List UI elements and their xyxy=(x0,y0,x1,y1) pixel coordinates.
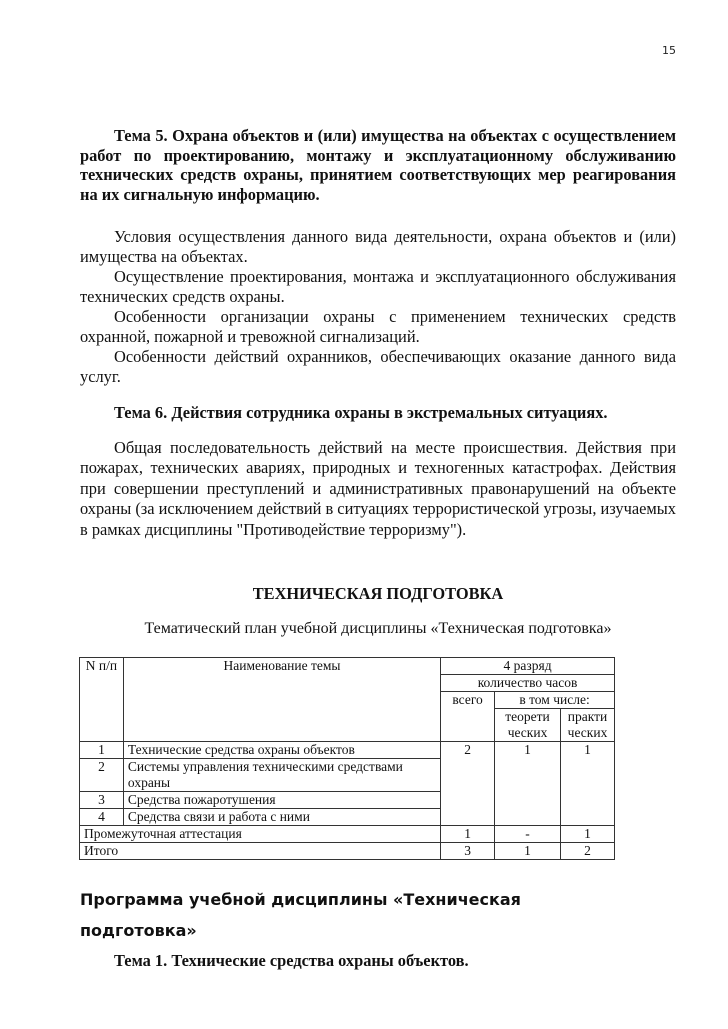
group-total: 2 xyxy=(441,742,495,826)
interim-row xyxy=(80,826,615,843)
theme1-heading: Тема 1. Технические средства охраны объектов. xyxy=(114,951,469,970)
header-including: в том числе: xyxy=(495,692,615,709)
row-num: 4 xyxy=(80,809,124,826)
sum-practice: 2 xyxy=(561,843,615,860)
interim-label: Промежуточная аттестация xyxy=(80,826,441,843)
program-title: Программа учебной дисциплины «Техническая подготовка» xyxy=(80,890,521,940)
interim-practice: 1 xyxy=(561,826,615,843)
paragraph: Условия осуществления данного вида деятельности, охрана объектов и (или) имущества на объектах. xyxy=(80,227,676,266)
paragraph: Осуществление проектирования, монтажа и эксплуатационного обслуживания технических средств охраны. xyxy=(80,267,676,306)
row-name: Технические средства охраны объектов xyxy=(123,742,440,759)
header-num: N п/п xyxy=(80,658,124,742)
theme6-heading: Тема 6. Действия сотрудника охраны в экстремальных ситуациях. xyxy=(114,403,608,422)
table-row xyxy=(80,742,615,759)
row-name: Средства связи и работа с ними xyxy=(123,809,440,826)
row-name: Средства пожаротушения xyxy=(123,792,440,809)
table-header-row xyxy=(80,658,615,675)
theme6-paragraph: Общая последовательность действий на месте происшествия. Действия при пожарах, технических авариях, природных и техногенных катастрофах. Действия при совершении преступлений и административных правонарушений на объекте охраны (за исключением действий в ситуациях террористической угрозы, изучаемых в рамках дисциплины "Противодействие терроризму"). xyxy=(80,438,676,539)
total-label: Итого xyxy=(80,843,441,860)
sum-theory: 1 xyxy=(495,843,561,860)
thematic-plan-table xyxy=(79,657,615,860)
theme5-body xyxy=(80,227,676,387)
theme5-heading: Тема 5. Охрана объектов и (или) имущества на объектах с осуществлением работ по проектированию, монтажу и эксплуатационному обслуживанию технических средств охраны, принятием соответствующих мер реагирования на их сигнальную информацию. xyxy=(80,126,676,204)
group-theory: 1 xyxy=(495,742,561,826)
header-hours: количество часов xyxy=(441,675,615,692)
row-num: 3 xyxy=(80,792,124,809)
interim-theory: - xyxy=(495,826,561,843)
paragraph: Особенности организации охраны с применением технических средств охранной, пожарной и тревожной сигнализаций. xyxy=(80,307,676,346)
sum-total: 3 xyxy=(441,843,495,860)
header-practice: практи ческих xyxy=(561,709,615,742)
group-practice: 1 xyxy=(561,742,615,826)
interim-total: 1 xyxy=(441,826,495,843)
row-name: Системы управления техническими средствами охраны xyxy=(123,759,440,792)
row-num: 2 xyxy=(80,759,124,792)
header-grade: 4 разряд xyxy=(441,658,615,675)
header-total: всего xyxy=(441,692,495,742)
paragraph: Особенности действий охранников, обеспечивающих оказание данного вида услуг. xyxy=(80,347,676,386)
plan-title: Тематический план учебной дисциплины «Техническая подготовка» xyxy=(144,620,612,637)
page-number: 15 xyxy=(662,44,676,57)
row-num: 1 xyxy=(80,742,124,759)
header-theory: теорети ческих xyxy=(495,709,561,742)
header-name: Наименование темы xyxy=(123,658,440,742)
section-title: ТЕХНИЧЕСКАЯ ПОДГОТОВКА xyxy=(252,584,504,603)
total-row xyxy=(80,843,615,860)
